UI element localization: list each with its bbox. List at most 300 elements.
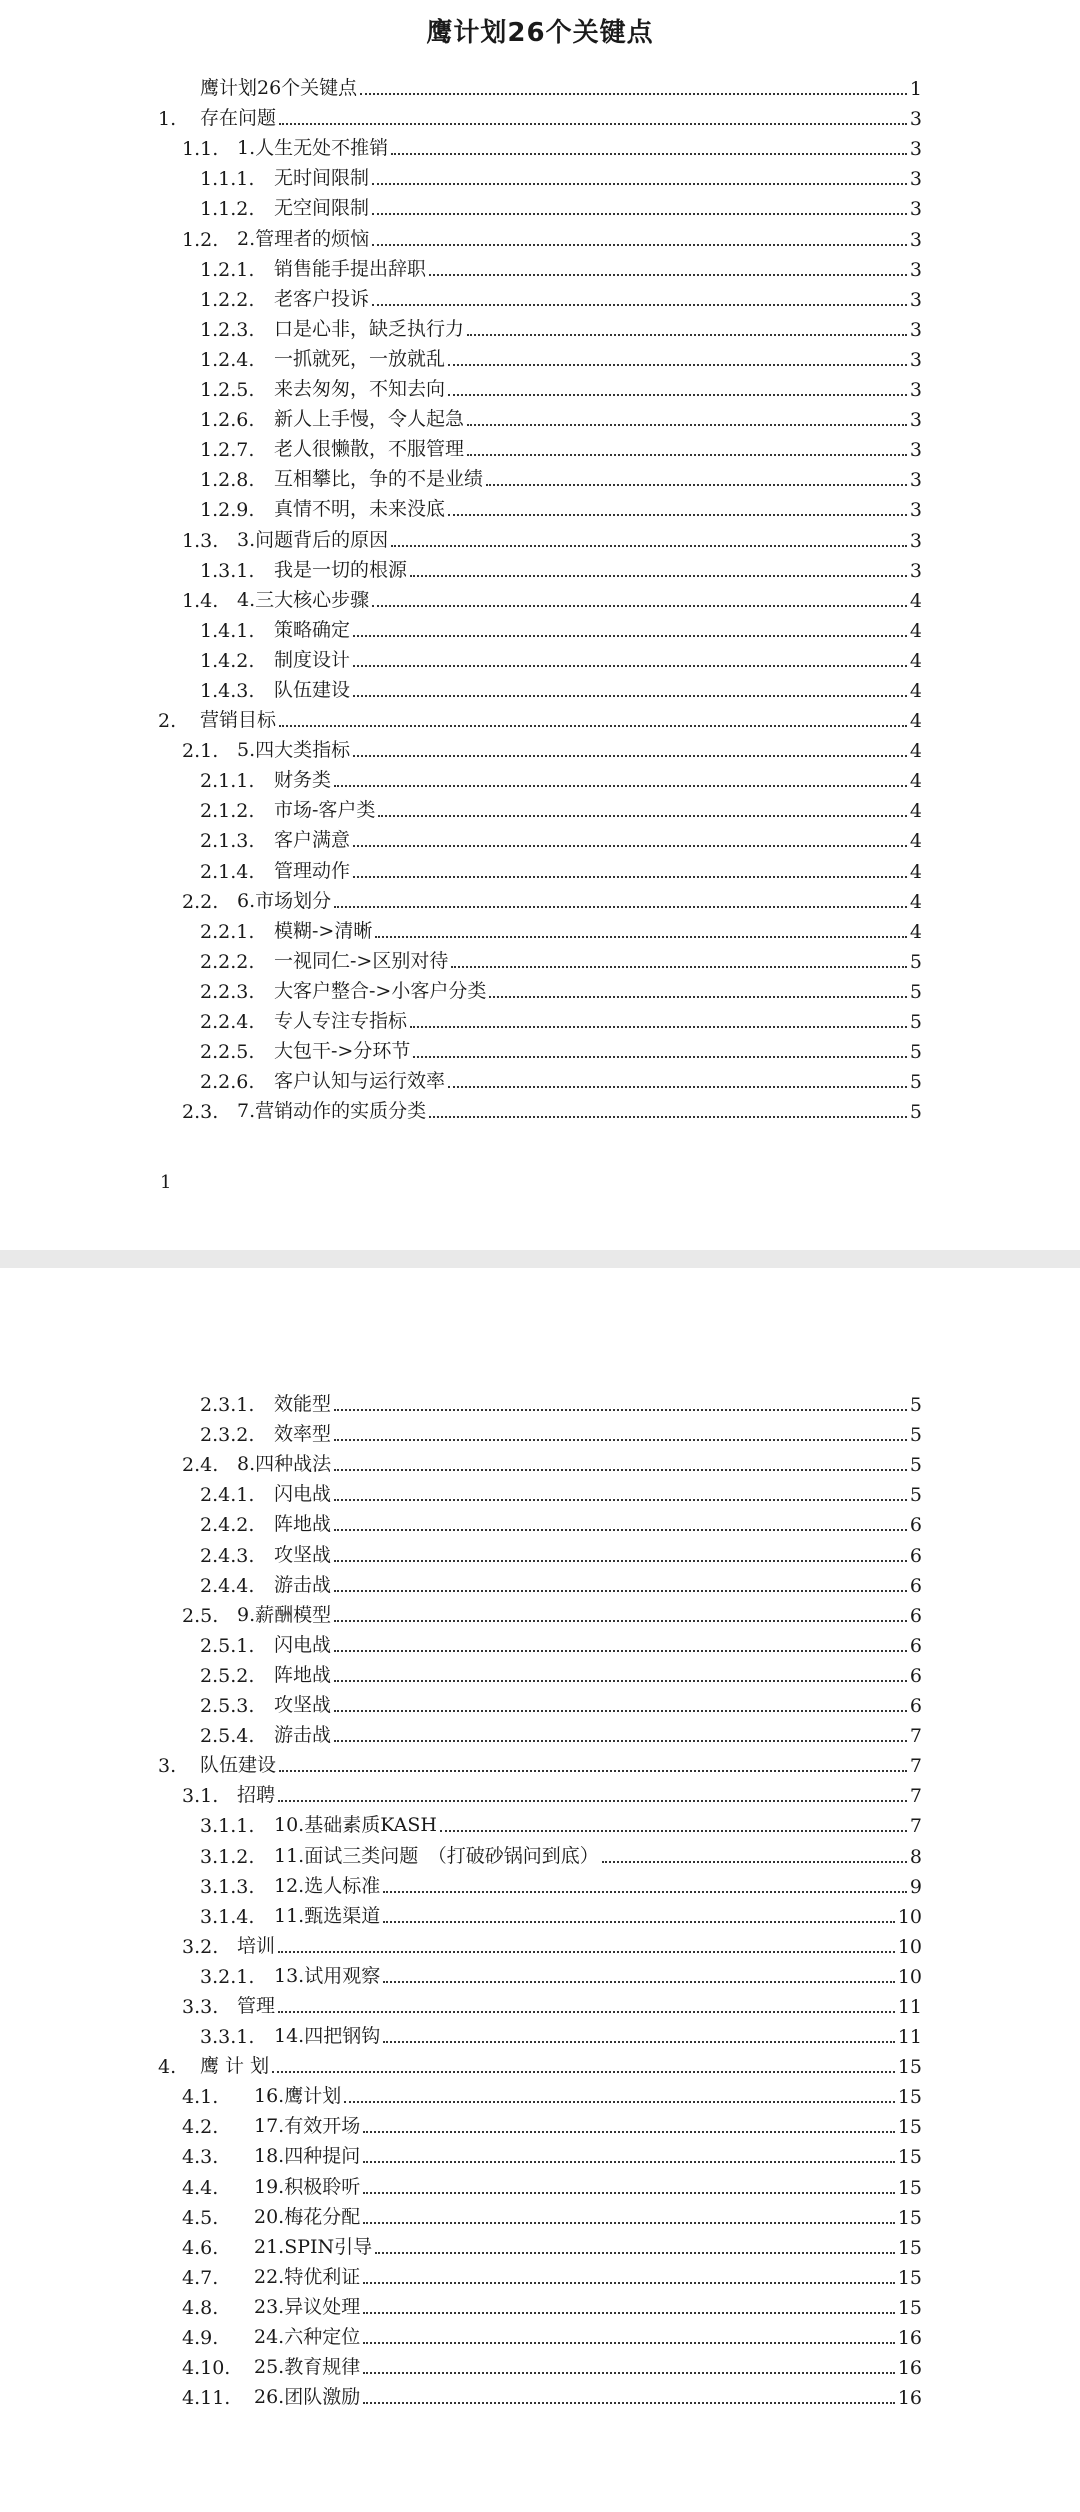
toc-entry-page: 15 — [897, 2266, 922, 2289]
toc-leader-dots — [363, 2161, 895, 2163]
toc-leader-dots — [375, 936, 907, 938]
toc-entry-title: 队伍建设 — [200, 1754, 277, 1777]
toc-entry-page: 5 — [909, 1041, 922, 1064]
toc-entry[interactable] — [158, 1958, 922, 1988]
toc-entry[interactable] — [158, 1506, 922, 1536]
toc-entry-title: 模糊->清晰 — [274, 919, 373, 942]
toc-entry-title: 阵地战 — [274, 1663, 332, 1686]
toc-entry-title: 效率型 — [274, 1423, 332, 1446]
toc-entry-number: 3.2. — [182, 1935, 219, 1958]
toc-entry-title: 16.鹰计划 — [254, 2085, 342, 2108]
toc-entry-page: 3 — [909, 258, 922, 281]
toc-entry-title: 攻坚战 — [274, 1694, 332, 1717]
toc-entry[interactable] — [158, 1063, 922, 1093]
toc-leader-dots — [451, 966, 907, 968]
toc-entry-title: 12.选人标准 — [274, 1874, 381, 1897]
toc-entry-title: 客户认知与运行效率 — [274, 1070, 446, 1093]
toc-entry-number: 4. — [158, 2056, 177, 2079]
toc-entry-title: 队伍建设 — [274, 678, 351, 701]
toc-entry[interactable] — [158, 371, 922, 401]
toc-entry-title: 大包干->分环节 — [274, 1040, 411, 1063]
toc-entry-title: 3.问题背后的原因 — [237, 528, 389, 551]
page-separator — [0, 1250, 1080, 1268]
toc-entry-page: 15 — [897, 2146, 922, 2169]
toc-entry[interactable] — [158, 883, 922, 913]
toc-leader-dots — [448, 1086, 907, 1088]
toc-entry[interactable] — [158, 1003, 922, 1033]
toc-entry-number: 2.1.2. — [200, 800, 255, 823]
toc-leader-dots — [413, 1056, 907, 1058]
toc-entry-number: 1. — [158, 108, 177, 131]
toc-entry[interactable] — [158, 2229, 922, 2259]
toc-entry[interactable] — [158, 762, 922, 792]
toc-entry-title: 我是一切的根源 — [274, 558, 408, 581]
toc-entry[interactable] — [158, 1717, 922, 1747]
toc-entry[interactable] — [158, 491, 922, 521]
toc-leader-dots — [448, 394, 907, 396]
toc-leader-dots — [391, 545, 907, 547]
toc-entry[interactable] — [158, 1597, 922, 1627]
toc-entry-number: 4.4. — [182, 2176, 219, 2199]
toc-entry-number: 3.1.4. — [200, 1905, 255, 1928]
toc-leader-dots — [467, 424, 907, 426]
toc-leader-dots — [334, 1710, 907, 1712]
toc-leader-dots — [353, 845, 907, 847]
toc-entry-title: 销售能手提出辞职 — [274, 257, 427, 280]
toc-entry-number: 1.1.1. — [200, 168, 255, 191]
toc-entry-title: 14.四把钢钩 — [274, 2025, 381, 2048]
toc-entry-page: 4 — [909, 800, 922, 823]
toc-entry-title: 13.试用观察 — [274, 1964, 381, 1987]
toc-entry[interactable] — [158, 1898, 922, 1928]
toc-leader-dots — [448, 364, 907, 366]
toc-entry-title: 10.基础素质KASH — [274, 1814, 437, 1837]
toc-entry-title: 18.四种提问 — [254, 2145, 361, 2168]
toc-entry[interactable] — [158, 431, 922, 461]
toc-entry-page: 3 — [909, 559, 922, 582]
toc-entry-page: 3 — [909, 439, 922, 462]
toc-leader-dots — [489, 996, 907, 998]
toc-entry[interactable] — [158, 1868, 922, 1898]
toc-entry-title: 11.面试三类问题 （打破砂锅问到底） — [274, 1844, 599, 1867]
toc-entry[interactable] — [158, 852, 922, 882]
toc-entry-number: 1.3. — [182, 529, 219, 552]
toc-entry-page: 15 — [897, 2236, 922, 2259]
toc-entry-number: 2.4.3. — [200, 1544, 255, 1567]
toc-entry[interactable] — [158, 582, 922, 612]
toc-entry-number: 4.5. — [182, 2206, 219, 2229]
toc-entry-title: 游击战 — [274, 1573, 332, 1596]
toc-entry-page: 3 — [909, 228, 922, 251]
toc-entry[interactable] — [158, 2078, 922, 2108]
toc-leader-dots — [279, 123, 907, 125]
toc-entry-number: 2.4.2. — [200, 1514, 255, 1537]
toc-entry[interactable] — [158, 732, 922, 762]
toc-entry-number: 1.2.3. — [200, 318, 255, 341]
toc-entry-number: 2.3. — [182, 1101, 219, 1124]
toc-entry-number: 2.2.6. — [200, 1071, 255, 1094]
toc-entry[interactable] — [158, 1837, 922, 1867]
toc-leader-dots — [383, 1891, 907, 1893]
toc-entry-number: 3.1.2. — [200, 1845, 255, 1868]
toc-entry-title: 8.四种战法 — [237, 1453, 332, 1476]
toc-entry-page: 4 — [909, 710, 922, 733]
toc-entry-page: 3 — [909, 168, 922, 191]
toc-entry-number: 4.3. — [182, 2146, 219, 2169]
toc-entry[interactable] — [158, 70, 922, 100]
toc-entry-number: 2.4. — [182, 1454, 219, 1477]
toc-leader-dots — [375, 2252, 895, 2254]
toc-entry-number: 2.2.1. — [200, 920, 255, 943]
toc-entry-title: 17.有效开场 — [254, 2115, 361, 2138]
toc-entry-title: 真情不明，未来没底 — [274, 498, 446, 521]
toc-entry[interactable] — [158, 2048, 922, 2078]
toc-entry-page: 7 — [909, 1815, 922, 1838]
toc-leader-dots — [383, 1981, 895, 1983]
toc-entry[interactable] — [158, 1627, 922, 1657]
toc-leader-dots — [467, 334, 907, 336]
toc-entry-number: 2.2.3. — [200, 980, 255, 1003]
toc-entry-title: 大客户整合->小客户分类 — [274, 979, 487, 1002]
toc-entry-number: 2.3.2. — [200, 1424, 255, 1447]
toc-entry-title: 口是心非，缺乏执行力 — [274, 317, 465, 340]
toc-entry[interactable] — [158, 552, 922, 582]
toc-entry-page: 10 — [897, 1965, 922, 1988]
toc-leader-dots — [334, 1499, 907, 1501]
toc-entry-title: 22.特优利证 — [254, 2265, 361, 2288]
toc-entry[interactable] — [158, 1416, 922, 1446]
toc-entry-title: 2.管理者的烦恼 — [237, 227, 370, 250]
toc-entry-number: 2.1.4. — [200, 860, 255, 883]
toc-entry[interactable] — [158, 672, 922, 702]
toc-entry[interactable] — [158, 1093, 922, 1123]
toc-entry-number: 2.5.1. — [200, 1634, 255, 1657]
toc-entry-number: 3.3. — [182, 1995, 219, 2018]
toc-entry-number: 1.2.1. — [200, 258, 255, 281]
toc-entry-number: 2.1.1. — [200, 770, 255, 793]
toc-entry-page: 10 — [897, 1935, 922, 1958]
toc-entry-title: 一抓就死，一放就乱 — [274, 347, 446, 370]
toc-entry[interactable] — [158, 792, 922, 822]
toc-entry[interactable] — [158, 251, 922, 281]
toc-leader-dots — [353, 755, 907, 757]
toc-entry-page: 5 — [909, 1424, 922, 1447]
toc-leader-dots — [372, 304, 907, 306]
toc-entry-title: 专人专注专指标 — [274, 1010, 408, 1032]
toc-entry-page: 6 — [909, 1664, 922, 1687]
toc-leader-dots — [372, 183, 907, 185]
toc-leader-dots — [486, 484, 907, 486]
toc-entry-number: 4.8. — [182, 2296, 219, 2319]
toc-entry[interactable] — [158, 1567, 922, 1597]
toc-entry-title: 招聘 — [237, 1784, 276, 1807]
toc-entry-number: 1.2.4. — [200, 348, 255, 371]
toc-entry-page: 4 — [909, 679, 922, 702]
toc-entry-title: 11.甄选渠道 — [274, 1904, 381, 1927]
toc-entry-title: 游击战 — [274, 1724, 332, 1747]
toc-entry-number: 2.5.4. — [200, 1725, 255, 1748]
toc-entry[interactable] — [158, 943, 922, 973]
toc-leader-dots — [440, 1830, 907, 1832]
toc-leader-dots — [363, 2282, 895, 2284]
toc-entry[interactable] — [158, 2349, 922, 2379]
toc-entry[interactable] — [158, 401, 922, 431]
toc-entry-page: 15 — [897, 2116, 922, 2139]
toc-entry-title: 9.薪酬模型 — [237, 1603, 332, 1626]
toc-entry-number: 1.2. — [182, 228, 219, 251]
toc-entry[interactable] — [158, 2199, 922, 2229]
toc-entry[interactable] — [158, 281, 922, 311]
toc-leader-dots — [353, 635, 907, 637]
toc-entry-page: 4 — [909, 860, 922, 883]
toc-entry-page: 4 — [909, 740, 922, 763]
toc-entry[interactable] — [158, 2319, 922, 2349]
toc-entry[interactable] — [158, 913, 922, 943]
toc-leader-dots — [334, 1740, 907, 1742]
toc-entry[interactable] — [158, 1033, 922, 1063]
toc-entry-page: 3 — [909, 318, 922, 341]
toc-entry[interactable] — [158, 100, 922, 130]
toc-entry-number: 2.2. — [182, 890, 219, 913]
toc-entry-title: 一视同仁->区别对待 — [274, 949, 449, 972]
toc-entry-number: 4.10. — [182, 2357, 231, 2380]
toc-entry-number: 2.5.2. — [200, 1664, 255, 1687]
toc-entry-page: 3 — [909, 469, 922, 492]
toc-entry[interactable] — [158, 2138, 922, 2168]
toc-entry[interactable] — [158, 1386, 922, 1416]
toc-entry-number: 1.4. — [182, 589, 219, 612]
toc-leader-dots — [353, 876, 907, 878]
toc-leader-dots — [278, 1951, 895, 1953]
toc-entry[interactable] — [158, 2018, 922, 2048]
toc-entry-number: 4.9. — [182, 2327, 219, 2349]
toc-entry[interactable] — [158, 1747, 922, 1777]
toc-leader-dots — [272, 2071, 895, 2073]
toc-entry[interactable] — [158, 220, 922, 250]
toc-entry-number: 1.2.6. — [200, 409, 255, 432]
toc-entry-page: 6 — [909, 1574, 922, 1597]
toc-leader-dots — [334, 1529, 907, 1531]
toc-entry-page: 5 — [909, 980, 922, 1003]
toc-entry-page: 3 — [909, 198, 922, 221]
toc-entry-title: 鹰计划26个关键点 — [200, 77, 358, 100]
toc-entry[interactable] — [158, 130, 922, 160]
toc-entry-page: 5 — [909, 1454, 922, 1477]
toc-entry-number: 2.5.3. — [200, 1695, 255, 1718]
toc-entry-title: 闪电战 — [274, 1633, 332, 1656]
toc-leader-dots — [334, 1650, 907, 1652]
toc-entry-title: 4.三大核心步骤 — [237, 588, 370, 611]
toc-entry-page: 5 — [909, 1011, 922, 1033]
toc-entry-number: 1.4.2. — [200, 649, 255, 672]
toc-entry-page: 5 — [909, 1071, 922, 1094]
toc-entry-title: 老客户投诉 — [274, 287, 370, 310]
toc-entry-page: 4 — [909, 770, 922, 793]
document-page-1 — [0, 0, 1080, 1250]
toc-entry[interactable] — [158, 1476, 922, 1506]
toc-entry-page: 3 — [909, 348, 922, 371]
toc-leader-dots — [383, 1921, 895, 1923]
toc-leader-dots — [279, 725, 907, 727]
toc-entry[interactable] — [158, 2379, 922, 2409]
toc-leader-dots — [410, 575, 907, 577]
toc-entry-title: 互相攀比，争的不是业绩 — [274, 468, 484, 491]
toc-leader-dots — [391, 153, 907, 155]
toc-entry-number: 2.2.4. — [200, 1011, 255, 1033]
toc-entry[interactable] — [158, 642, 922, 672]
toc-entry[interactable] — [158, 1536, 922, 1566]
toc-entry-page: 5 — [909, 1484, 922, 1507]
toc-entry-page: 15 — [897, 2086, 922, 2109]
toc-entry[interactable] — [158, 2108, 922, 2138]
toc-entry[interactable] — [158, 612, 922, 642]
toc-entry-page: 4 — [909, 589, 922, 612]
toc-entry-page: 5 — [909, 1394, 922, 1417]
toc-entry-title: 无时间限制 — [274, 167, 370, 190]
toc-entry-page: 6 — [909, 1514, 922, 1537]
toc-entry-number: 3.3.1. — [200, 2026, 255, 2049]
toc-entry-number: 1.4.1. — [200, 619, 255, 642]
toc-entry-page: 8 — [909, 1845, 922, 1868]
toc-entry-page: 4 — [909, 830, 922, 853]
table-of-contents-continued — [158, 1386, 922, 2409]
toc-entry-page: 3 — [909, 499, 922, 522]
toc-entry-number: 2.3.1. — [200, 1394, 255, 1417]
toc-entry-title: 老人很懒散，不服管理 — [274, 438, 465, 461]
toc-entry-title: 25.教育规律 — [254, 2356, 361, 2379]
toc-entry-number: 1.3.1. — [200, 559, 255, 582]
toc-entry-title: 制度设计 — [274, 648, 351, 671]
toc-entry[interactable] — [158, 311, 922, 341]
toc-entry[interactable] — [158, 2259, 922, 2289]
toc-entry-page: 3 — [909, 529, 922, 552]
toc-entry-page: 3 — [909, 379, 922, 402]
toc-leader-dots — [378, 815, 906, 817]
toc-leader-dots — [429, 1116, 907, 1118]
toc-entry-title: 阵地战 — [274, 1513, 332, 1536]
toc-leader-dots — [353, 665, 907, 667]
toc-entry[interactable] — [158, 1657, 922, 1687]
toc-entry-page: 15 — [897, 2056, 922, 2079]
toc-entry[interactable] — [158, 2289, 922, 2319]
toc-leader-dots — [363, 2402, 895, 2404]
toc-entry-title: 市场-客户类 — [274, 799, 376, 822]
toc-entry-number: 2.5. — [182, 1604, 219, 1627]
toc-entry-title: 来去匆匆，不知去向 — [274, 378, 446, 401]
toc-entry-page: 16 — [897, 2357, 922, 2380]
toc-entry-page: 9 — [909, 1875, 922, 1898]
toc-entry[interactable] — [158, 521, 922, 551]
toc-entry[interactable] — [158, 973, 922, 1003]
toc-entry-page: 11 — [897, 1995, 922, 2018]
toc-entry-page: 7 — [909, 1725, 922, 1748]
toc-entry[interactable] — [158, 190, 922, 220]
toc-entry-page: 4 — [909, 920, 922, 943]
toc-entry-page: 6 — [909, 1634, 922, 1657]
toc-entry-page: 16 — [897, 2327, 922, 2349]
toc-entry-title: 攻坚战 — [274, 1543, 332, 1566]
toc-entry[interactable] — [158, 1446, 922, 1476]
toc-entry[interactable] — [158, 1988, 922, 2018]
toc-entry[interactable] — [158, 702, 922, 732]
toc-entry-title: 管理 — [237, 1994, 276, 2017]
toc-entry-title: 管理动作 — [274, 859, 351, 882]
toc-leader-dots — [334, 1469, 907, 1471]
toc-entry-title: 存在问题 — [200, 107, 277, 130]
toc-leader-dots — [353, 695, 907, 697]
toc-entry-number: 2.1. — [182, 740, 219, 763]
toc-entry-number: 1.2.8. — [200, 469, 255, 492]
toc-entry[interactable] — [158, 1807, 922, 1837]
toc-entry-number: 1.1. — [182, 138, 219, 161]
toc-leader-dots — [363, 2222, 895, 2224]
toc-entry-number: 3.1.3. — [200, 1875, 255, 1898]
toc-entry[interactable] — [158, 341, 922, 371]
toc-entry-title: 21.SPIN引导 — [254, 2235, 373, 2258]
toc-entry-title: 财务类 — [274, 769, 332, 792]
toc-entry-title: 培训 — [237, 1934, 276, 1957]
toc-entry-title: 5.四大类指标 — [237, 739, 351, 762]
toc-leader-dots — [372, 244, 907, 246]
toc-entry-page: 15 — [897, 2176, 922, 2199]
toc-entry[interactable] — [158, 822, 922, 852]
toc-entry-page: 16 — [897, 2387, 922, 2410]
toc-entry-page: 1 — [909, 78, 922, 101]
toc-entry[interactable] — [158, 1687, 922, 1717]
toc-entry-title: 26.团队激励 — [254, 2386, 361, 2409]
toc-entry[interactable] — [158, 1928, 922, 1958]
toc-leader-dots — [363, 2342, 895, 2344]
toc-leader-dots — [279, 1770, 907, 1772]
toc-entry-page: 6 — [909, 1544, 922, 1567]
toc-entry-number: 1.2.7. — [200, 439, 255, 462]
toc-leader-dots — [278, 2011, 895, 2013]
toc-entry-number: 3. — [158, 1755, 177, 1778]
toc-entry-title: 19.积极聆听 — [254, 2175, 361, 2198]
toc-entry-page: 11 — [897, 2026, 922, 2049]
toc-entry-page: 10 — [897, 1905, 922, 1928]
toc-entry-number: 4.2. — [182, 2116, 219, 2139]
toc-entry-number: 2.2.5. — [200, 1041, 255, 1064]
toc-leader-dots — [410, 1026, 907, 1028]
toc-entry-number: 4.11. — [182, 2387, 231, 2410]
toc-entry-title: 效能型 — [274, 1393, 332, 1416]
toc-entry-number: 1.4.3. — [200, 679, 255, 702]
toc-entry-page: 4 — [909, 619, 922, 642]
toc-entry-number: 2.2.2. — [200, 950, 255, 973]
toc-entry-number: 2.4.4. — [200, 1574, 255, 1597]
table-of-contents — [158, 70, 922, 1123]
toc-entry-number: 3.1. — [182, 1785, 219, 1808]
toc-entry-number: 4.1. — [182, 2086, 219, 2109]
toc-leader-dots — [360, 93, 907, 95]
page-title: 鹰计划26个关键点 — [426, 18, 654, 48]
toc-entry[interactable] — [158, 461, 922, 491]
toc-entry-number: 2. — [158, 710, 177, 733]
toc-leader-dots — [334, 1560, 907, 1562]
toc-entry[interactable] — [158, 1777, 922, 1807]
toc-entry-title: 策略确定 — [274, 618, 351, 641]
toc-entry-number: 1.1.2. — [200, 198, 255, 221]
toc-entry-number: 3.2.1. — [200, 1965, 255, 1988]
toc-leader-dots — [372, 213, 907, 215]
toc-entry[interactable] — [158, 2168, 922, 2198]
document-page-2 — [0, 1268, 1080, 2512]
toc-leader-dots — [429, 274, 907, 276]
toc-entry-page: 3 — [909, 108, 922, 131]
toc-entry-title: 20.梅花分配 — [254, 2205, 361, 2228]
toc-entry[interactable] — [158, 160, 922, 190]
